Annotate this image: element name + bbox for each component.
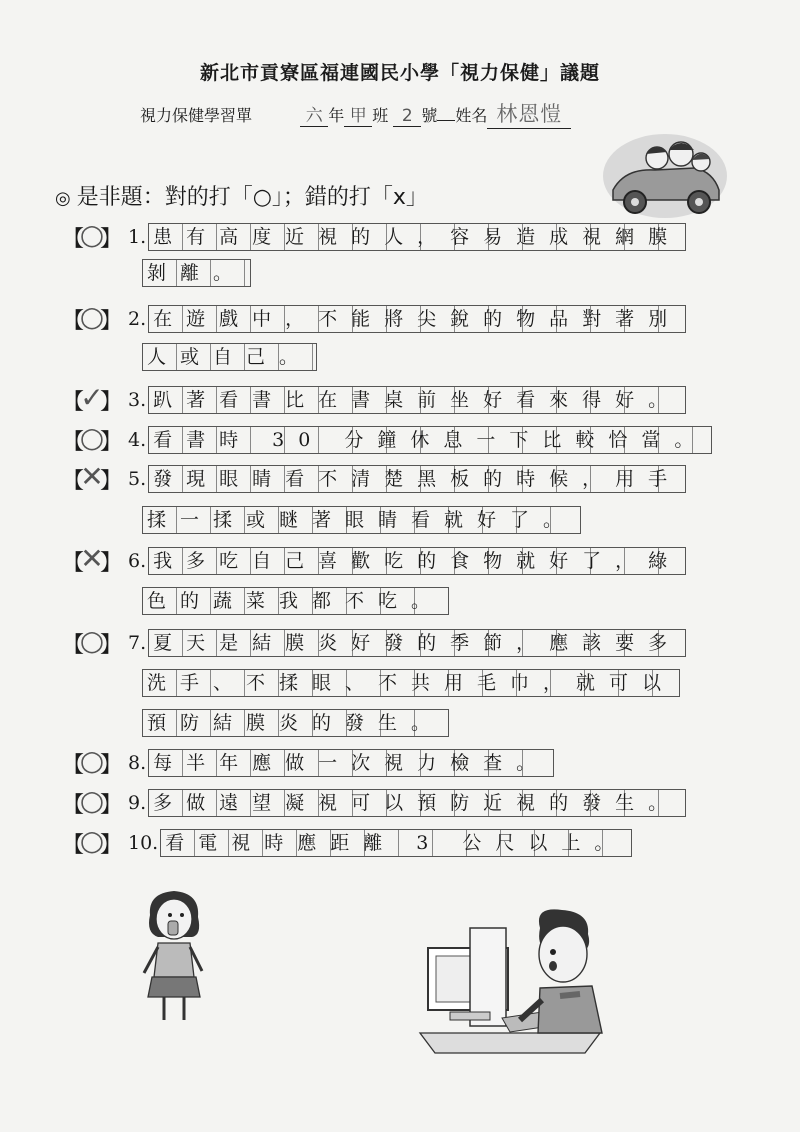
section-heading: ◎ 是非題：對的打「○」；錯的打「x」 xyxy=(55,185,428,210)
worksheet-label: 視力保健學習單 xyxy=(140,106,253,125)
question-number: 4. xyxy=(128,429,147,451)
number-field: 2 xyxy=(393,106,421,127)
grade-suffix: 年 xyxy=(328,106,345,125)
question-number: 5. xyxy=(128,468,147,490)
answer-box[interactable]: 【 ○ 】 xyxy=(62,300,122,334)
question-number: 6. xyxy=(128,550,147,572)
answer-box[interactable]: 【 ✕ 】 xyxy=(62,542,122,576)
grade-field: 六 xyxy=(300,101,328,127)
question-text: 多做遠望凝視可以預防近視的發生。 xyxy=(148,789,686,817)
question-text: 患有高度近視的人，容易造成視網膜 xyxy=(148,223,686,251)
question-number: 7. xyxy=(128,632,147,654)
question-text: 我多吃自己喜歡吃的食物就好了，綠 xyxy=(148,547,686,575)
question-number: 2. xyxy=(128,308,147,330)
question-5-cont: 揉一揉或瞇著眼睛看就好了。 xyxy=(142,505,581,535)
question-text: 每半年應做一次視力檢查。 xyxy=(148,749,554,777)
question-number: 10. xyxy=(128,832,159,854)
page-title: 新北市貢寮區福連國民小學「視力保健」議題 xyxy=(199,62,600,84)
question-1-cont: 剝離。 xyxy=(142,258,251,288)
question-2-cont: 人或自己。 xyxy=(142,342,317,372)
question-1 xyxy=(62,218,686,252)
question-4 xyxy=(62,421,712,455)
question-7 xyxy=(62,624,686,658)
name-field: 林恩愷 xyxy=(487,98,571,129)
question-number: 8. xyxy=(128,752,147,774)
bullet-icon: ◎ xyxy=(55,188,71,209)
answer-box[interactable]: 【 ○ 】 xyxy=(62,421,122,455)
question-9 xyxy=(62,784,686,818)
answer-box[interactable]: 【 ○ 】 xyxy=(62,784,122,818)
question-text: 夏天是結膜炎好發的季節，應該要多 xyxy=(148,629,686,657)
question-text: 看電視時應距離 3 公尺以上。 xyxy=(160,829,632,857)
girl-illustration xyxy=(130,885,220,1030)
answer-box[interactable]: 【 ○ 】 xyxy=(62,218,122,252)
question-8 xyxy=(62,744,554,778)
family-car-illustration xyxy=(595,128,730,223)
question-10 xyxy=(62,824,632,858)
answer-box[interactable]: 【 ✕ 】 xyxy=(62,460,122,494)
question-text: 看書時 30 分鐘休息一下比較恰當。 xyxy=(148,426,712,454)
question-6-cont: 色的蔬菜我都不吃。 xyxy=(142,586,449,616)
student-info-line xyxy=(140,98,571,129)
number-suffix: 號 xyxy=(421,106,438,125)
question-number: 1. xyxy=(128,226,147,248)
question-text: 趴著看書比在書桌前坐好看來得好。 xyxy=(148,386,686,414)
name-label: 姓名 xyxy=(455,106,488,125)
question-number: 3. xyxy=(128,389,147,411)
question-7-cont: 洗手、不揉眼、不共用毛巾，就可以 xyxy=(142,668,680,698)
question-text: 在遊戲中，不能將尖銳的物品對著別 xyxy=(148,305,686,333)
boy-computer-illustration xyxy=(410,908,610,1058)
answer-box[interactable]: 【 ○ 】 xyxy=(62,744,122,778)
question-7-cont2: 預防結膜炎的發生。 xyxy=(142,708,449,738)
question-number: 9. xyxy=(128,792,147,814)
question-5 xyxy=(62,460,686,494)
answer-box[interactable]: 【 ○ 】 xyxy=(62,624,122,658)
answer-box[interactable]: 【 ✓ 】 xyxy=(62,381,122,415)
question-text: 發現眼睛看不清楚黑板的時候，用手 xyxy=(148,465,686,493)
question-3 xyxy=(62,381,686,415)
answer-box[interactable]: 【 ○ 】 xyxy=(62,824,122,858)
class-suffix: 班 xyxy=(372,106,389,125)
class-field: 甲 xyxy=(344,101,372,127)
question-6 xyxy=(62,542,686,576)
question-2 xyxy=(62,300,686,334)
